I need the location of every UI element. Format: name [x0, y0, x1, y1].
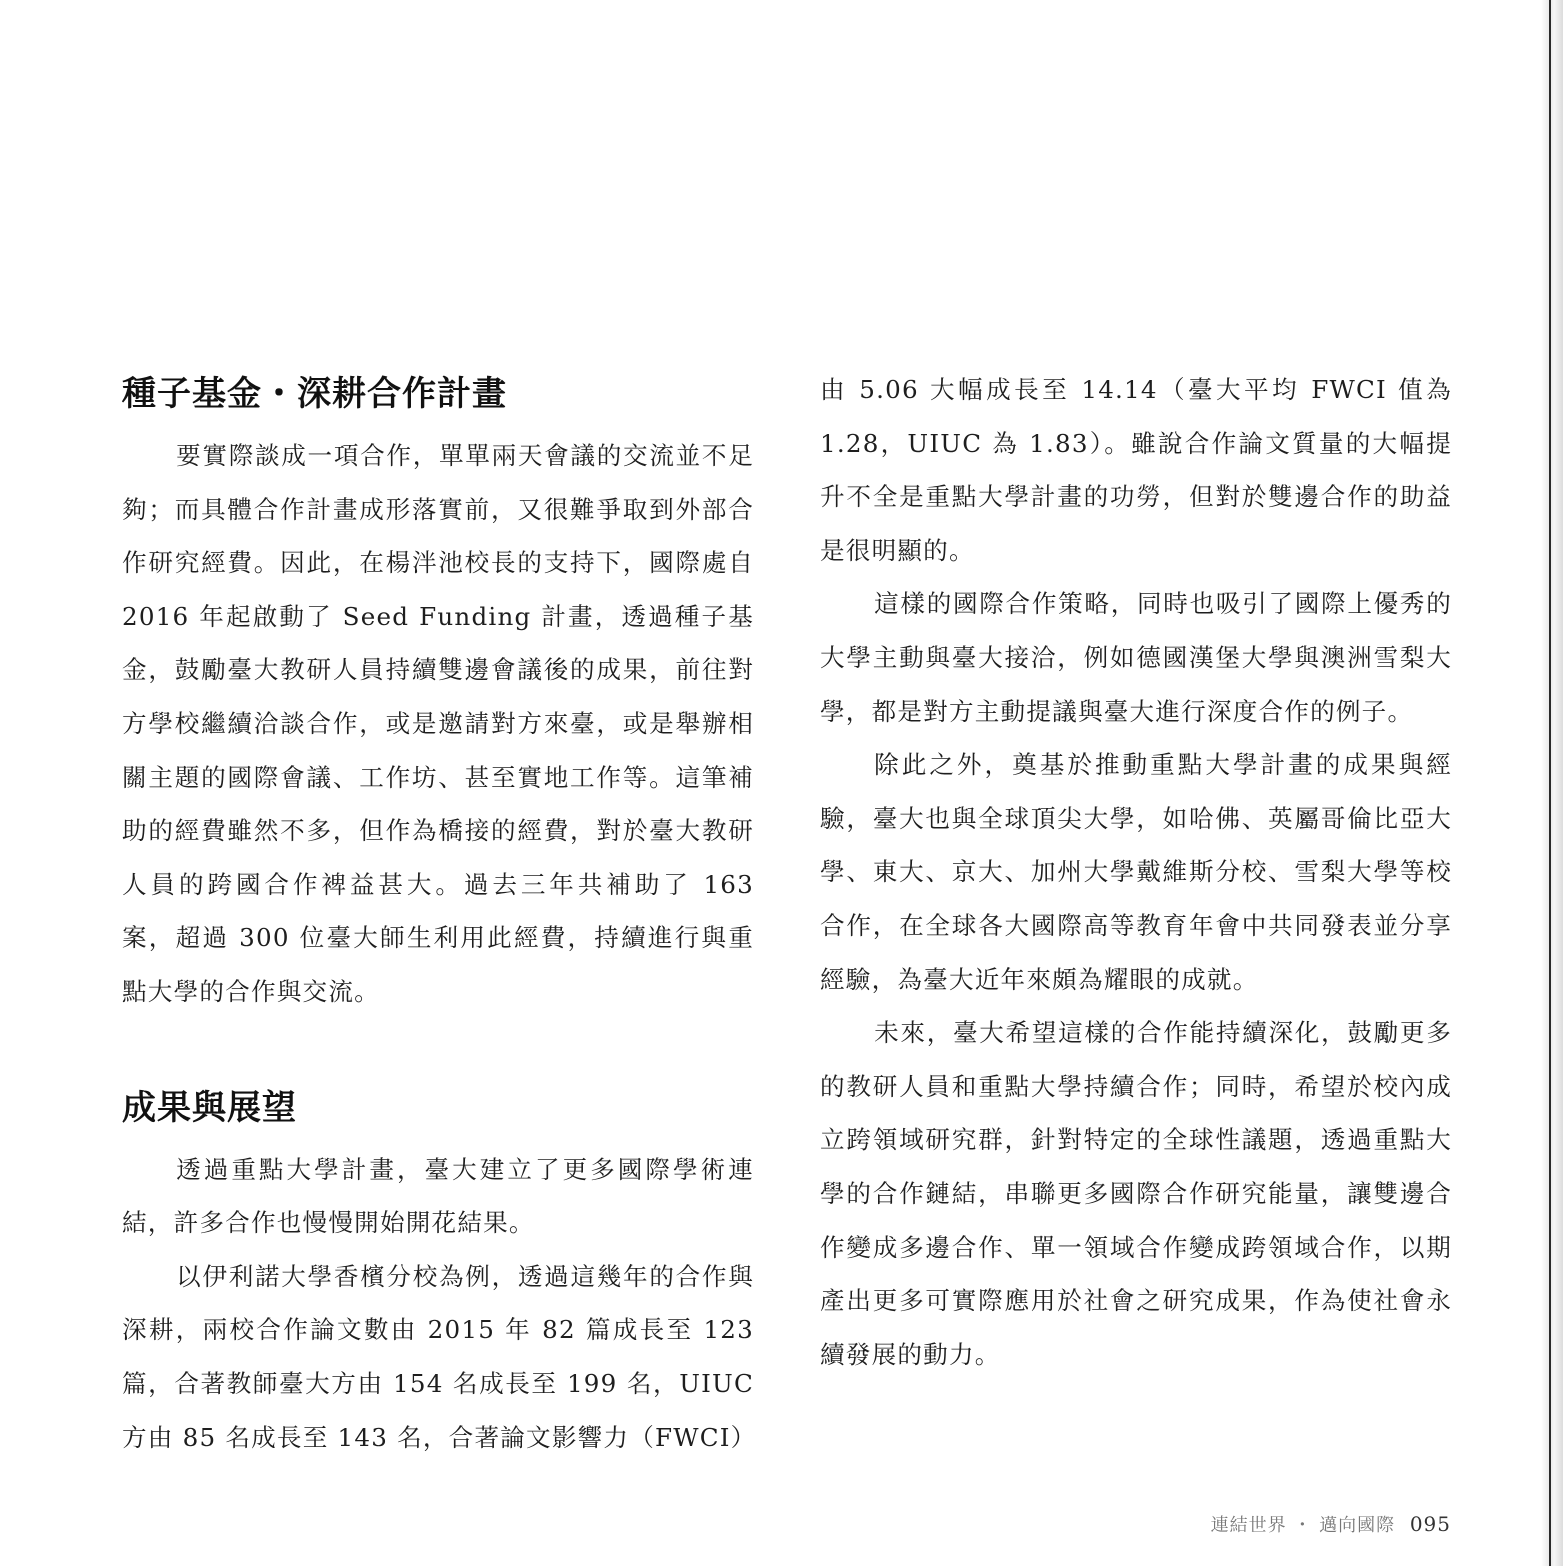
- paragraph-results-intro: 透過重點大學計畫，臺大建立了更多國際學術連結，許多合作也慢慢開始開花結果。: [122, 1154, 754, 1238]
- page-footer: [1211, 1511, 1451, 1537]
- right-column: [820, 363, 1452, 1381]
- section-heading-seed-funding: 種子基金・深耕合作計畫: [122, 374, 507, 414]
- paragraph-fwci-continued: 由 5.06 大幅成長至 14.14（臺大平均 FWCI 值為 1.28，UIUC 為 1.83）。雖說合作論文質量的大幅提升不全是重點大學計畫的功勞，但對於雙邊合作的助益是很明顯的。: [820, 375, 1452, 565]
- paragraph-international-strategy: 這樣的國際合作策略，同時也吸引了國際上優秀的大學主動與臺大接洽，例如德國漢堡大學與澳洲雪梨大學，都是對方主動提議與臺大進行深度合作的例子。: [820, 589, 1452, 726]
- paragraph-global-partners: 除此之外，奠基於推動重點大學計畫的成果與經驗，臺大也與全球頂尖大學，如哈佛、英屬哥倫比亞大學、東大、京大、加州大學戴維斯分校、雪梨大學等校合作，在全球各大國際高等教育年會中共同發表並分享經驗，為臺大近年來頗為耀眼的成就。: [820, 750, 1452, 994]
- page-edge: [1541, 0, 1563, 1566]
- page-binding-line: [1549, 0, 1551, 1566]
- page-number: 095: [1409, 1512, 1451, 1536]
- running-title: 連結世界 ・ 邁向國際: [1210, 1515, 1396, 1536]
- left-column: [122, 363, 757, 1464]
- paragraph-uiuc-example: 以伊利諾大學香檳分校為例，透過這幾年的合作與深耕，兩校合作論文數由 2015 年 82 篇成長至 123 篇，合著教師臺大方由 154 名成長至 199 名，UIUC 方由 85 名成長至 143 名，合著論文影響力（FWCI）: [122, 1261, 757, 1452]
- section-heading-results-outlook: 成果與展望: [122, 1087, 297, 1128]
- paragraph-future-plans: 未來，臺大希望這樣的合作能持續深化，鼓勵更多的教研人員和重點大學持續合作；同時，希望於校內成立跨領域研究群，針對特定的全球性議題，透過重點大學的合作鏈結，串聯更多國際合作研究能量，讓雙邊合作變成多邊合作、單一領域合作變成跨領域合作，以期產出更多可實際應用於社會之研究成果，作為使社會永續發展的動力。: [820, 1018, 1452, 1369]
- paragraph-seed-funding: 要實際談成一項合作，單單兩天會議的交流並不足夠；而具體合作計畫成形落實前，又很難爭取到外部合作研究經費。因此，在楊泮池校長的支持下，國際處自 2016 年起啟動了 Seed Funding 計畫，透過種子基金，鼓勵臺大教研人員持續雙邊會議後的成果，前往對方學校繼續洽談合作，或是邀請對方來臺，或是舉辦相關主題的國際會議、工作坊、甚至實地工作等。這筆補助的經費雖然不多，但作為橋接的經費，對於臺大教研人員的跨國合作裨益甚大。過去三年共補助了 163 案，超過 300 位臺大師生利用此經費，持續進行與重點大學的合作與交流。: [122, 441, 754, 1006]
